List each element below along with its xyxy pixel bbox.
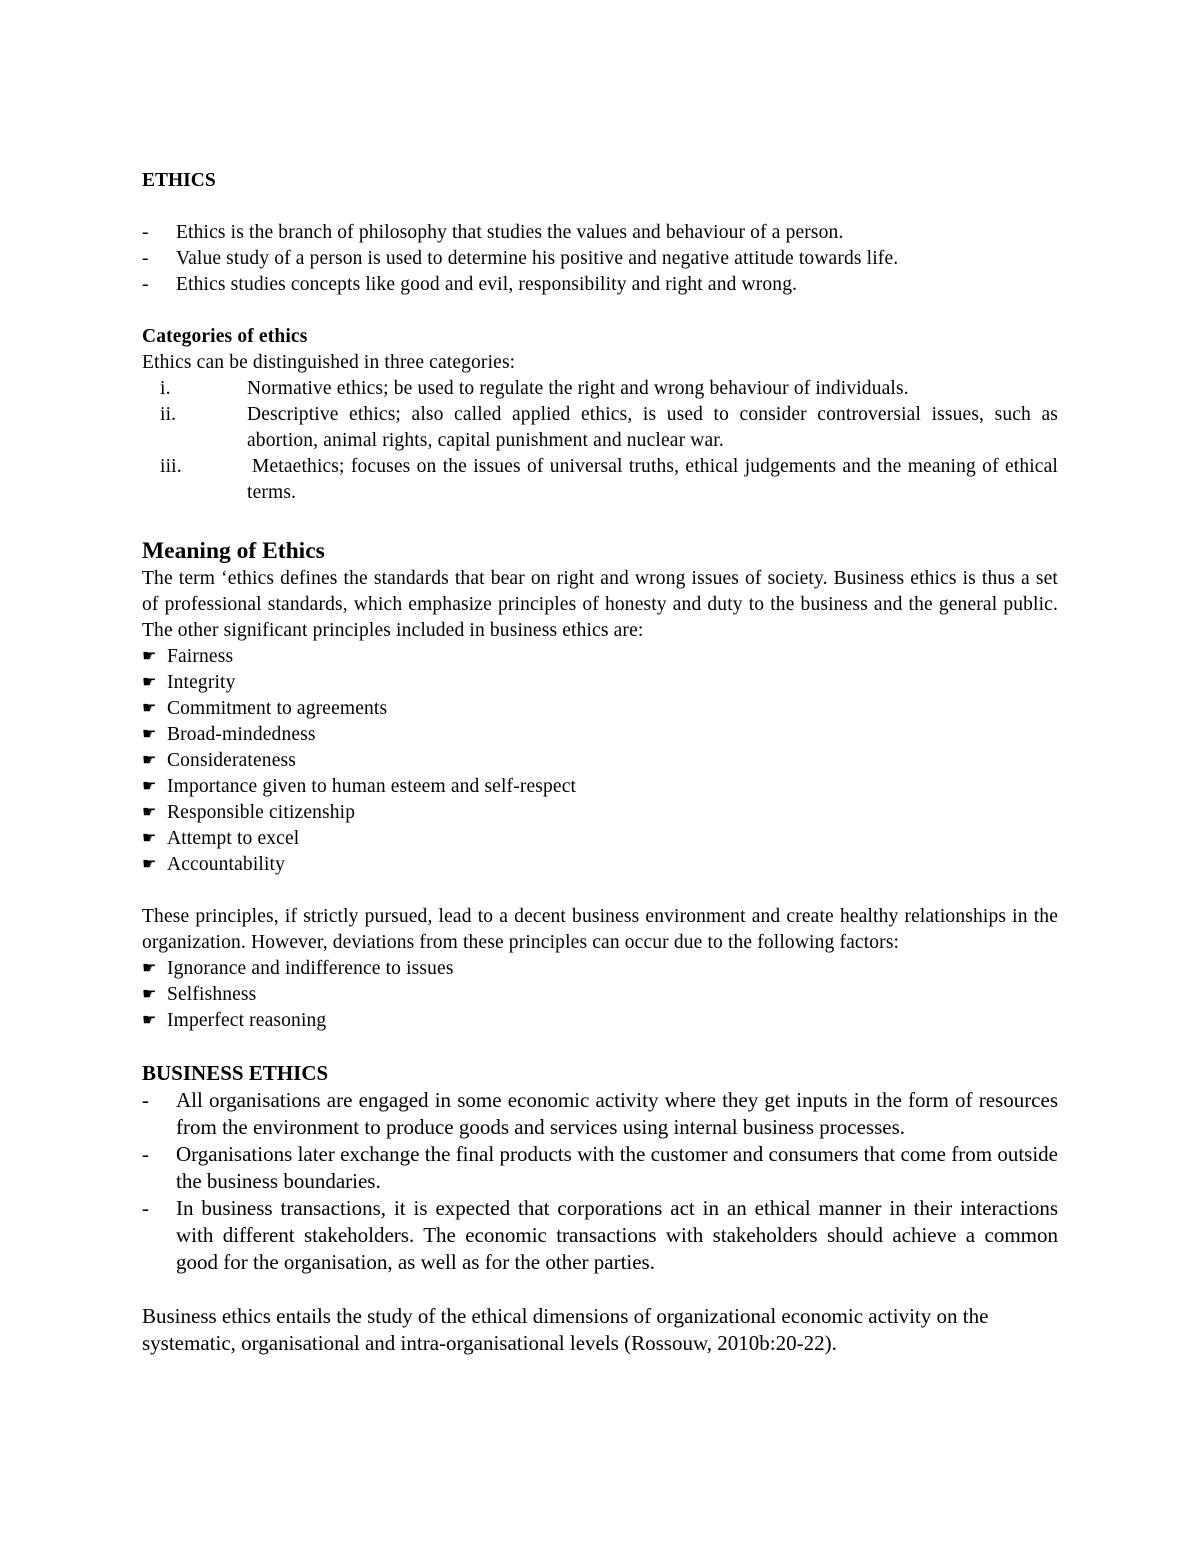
list-number: i. [160,378,171,399]
pointing-hand-icon: ☛ [142,856,157,873]
dash-marker: - [142,1196,149,1220]
categories-lead: Ethics can be distinguished in three categories: [142,352,516,373]
list-item: - Value study of a person is used to determine his positive and negative attitude towards life. [142,246,1058,272]
pointing-hand-icon: ☛ [142,648,157,665]
categories-heading: Categories of ethics [142,326,308,347]
pointing-hand-icon: ☛ [142,674,157,691]
dash-marker: - [142,1142,149,1166]
list-item: ☛ Broad-mindedness [142,722,1058,748]
list-item: ☛ Accountability [142,852,1058,878]
list-item: ☛ Imperfect reasoning [142,1008,1058,1034]
list-item: ☛ Considerateness [142,748,1058,774]
pointing-hand-icon: ☛ [142,752,157,769]
list-item: ☛ Ignorance and indifference to issues [142,956,1058,982]
list-item: iii. Metaethics; focuses on the issues of universal truths, ethical judgements and the meaning of ethical terms. [160,456,1058,503]
pointing-hand-icon: ☛ [142,700,157,717]
dash-marker: - [142,222,149,243]
principles-list [142,644,1058,878]
list-item: i. Normative ethics; be used to regulate the right and wrong behaviour of individuals. [142,376,1058,402]
list-item: ☛ Responsible citizenship [142,800,1058,826]
meaning-paragraph: The term ‘ethics defines the standards that bear on right and wrong issues of society. Business ethics is thus a set of professional standards, which emphasize principles of honesty and duty to the business and the general public. The other significant principles included in business ethics are: [142,568,1058,641]
list-item: - In business transactions, it is expected that corporations act in an ethical manner in their interactions with different stakeholders. The economic transactions with stakeholders should achieve a common good for the organisation, as well as for the other parties. [142,1196,1058,1274]
list-number: iii. [160,456,182,477]
dash-marker: - [142,274,149,295]
list-item: ☛ Fairness [142,644,1058,670]
dash-marker: - [142,1088,149,1112]
list-item: ☛ Importance given to human esteem and self-respect [142,774,1058,800]
list-item: ☛ Attempt to excel [142,826,1058,852]
list-item: - All organisations are engaged in some economic activity where they get inputs in the form of resources from the environment to produce goods and services using internal business processes. [142,1088,1058,1139]
list-item: ☛ Integrity [142,670,1058,696]
business-ethics-heading: BUSINESS ETHICS [142,1061,329,1085]
pointing-hand-icon: ☛ [142,830,157,847]
list-number: ii. [160,404,177,425]
business-list [142,1087,1058,1276]
pointing-hand-icon: ☛ [142,960,157,977]
categories-list [142,376,1058,506]
pointing-hand-icon: ☛ [142,778,157,795]
pointing-hand-icon: ☛ [142,1012,157,1029]
intro-list [142,220,1058,298]
list-item: ☛ Selfishness [142,982,1058,1008]
dash-marker: - [142,248,149,269]
pointing-hand-icon: ☛ [142,804,157,821]
pointing-hand-icon: ☛ [142,986,157,1003]
closing-paragraph: Business ethics entails the study of the ethical dimensions of organizational economic activity on the systematic, organisational and intra-organisational levels (Rossouw, 2010b:20-22). [142,1304,989,1355]
list-item: ii. Descriptive ethics; also called applied ethics, is used to consider controversial issues, such as abortion, animal rights, capital punishment and nuclear war. [160,404,1058,451]
list-item: - Ethics studies concepts like good and evil, responsibility and right and wrong. [142,272,1058,298]
document-page [142,168,1058,1357]
page-title: ETHICS [142,170,216,191]
list-item: ☛ Commitment to agreements [142,696,1058,722]
factors-list [142,956,1058,1034]
pointing-hand-icon: ☛ [142,726,157,743]
list-item: - Ethics is the branch of philosophy that studies the values and behaviour of a person. [142,220,1058,246]
meaning-heading: Meaning of Ethics [142,538,325,564]
list-item: - Organisations later exchange the final products with the customer and consumers that come from outside the business boundaries. [142,1142,1058,1193]
deviation-paragraph: These principles, if strictly pursued, lead to a decent business environment and create healthy relationships in the organization. However, deviations from these principles can occur due to the following factors: [142,906,1058,953]
